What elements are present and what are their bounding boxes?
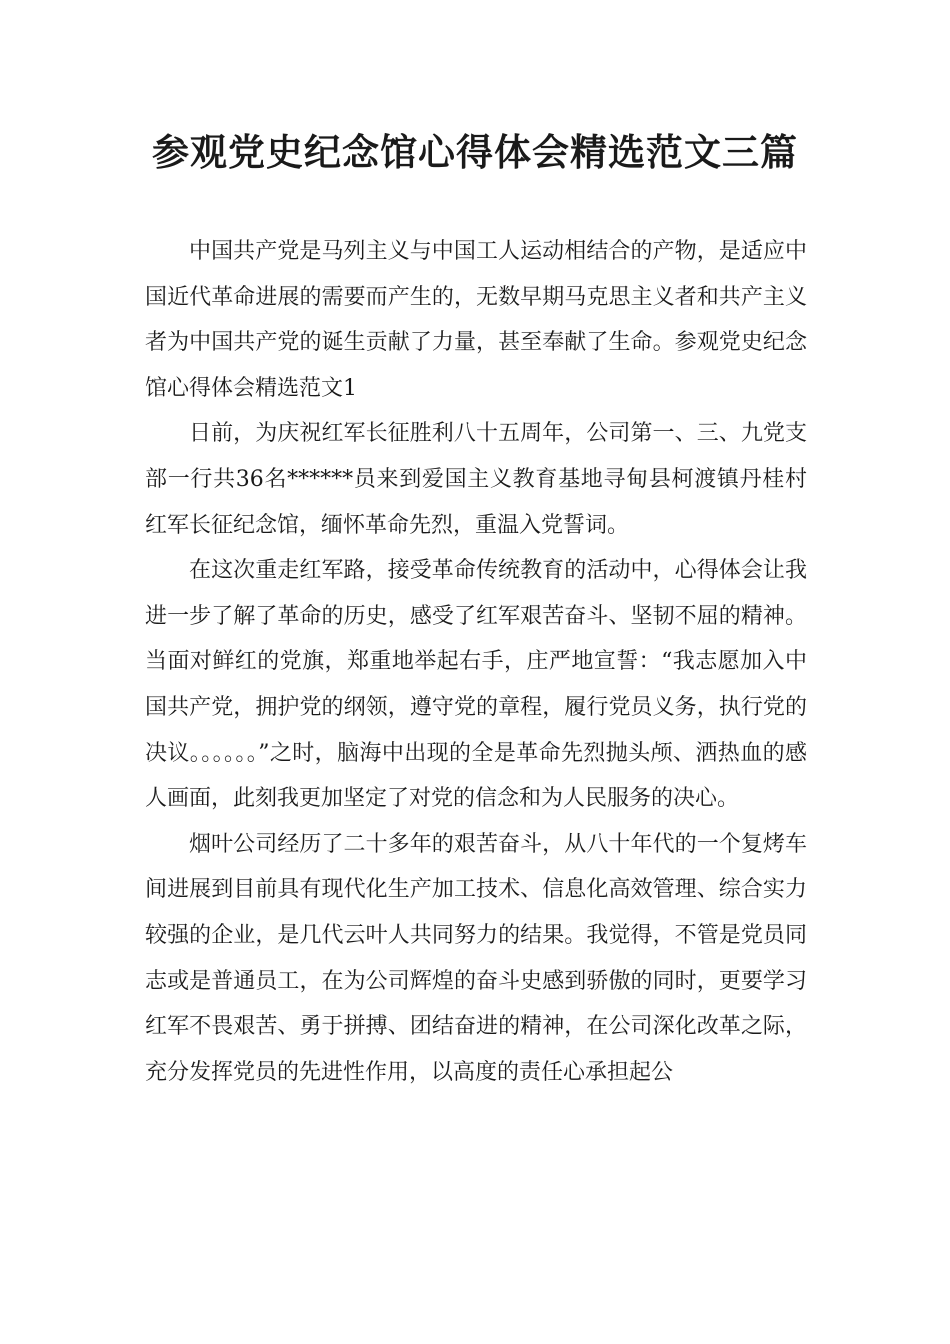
document-title: 参观党史纪念馆心得体会精选范文三篇 [152,131,798,174]
paragraph: 在这次重走红军路，接受革命传统教育的活动中，心得体会让我进一步了解了革命的历史，感受了红军艰苦奋斗、坚韧不屈的精神。当面对鲜红的党旗，郑重地举起右手，庄严地宣誓：“我志愿加入中国共产党，拥护党的纲领，遵守党的章程，履行党员义务，执行党的决议。。。。。。”之时，脑海中出现的全是革命先烈抛头颅、洒热血的感人画面，此刻我更加坚定了对党的信念和为人民服务的决心。 [145,558,807,812]
paragraph: 日前，为庆祝红军长征胜利八十五周年，公司第一、三、九党支部一行共36名******员来到爱国主义教育基地寻甸县柯渡镇丹桂村红军长征纪念馆，缅怀革命先烈，重温入党誓词。 [145,421,807,538]
paragraph: 中国共产党是马列主义与中国工人运动相结合的产物，是适应中国近代革命进展的需要而产生的，无数早期马克思主义者和共产主义者为中国共产党的诞生贡献了力量，甚至奉献了生命。参观党史纪念馆心得体会精选范文1 [145,239,807,401]
document-body [145,229,807,1095]
paragraph: 烟叶公司经历了二十多年的艰苦奋斗，从八十年代的一个复烤车间进展到目前具有现代化生产加工技术、信息化高效管理、综合实力较强的企业，是几代云叶人共同努力的结果。我觉得，不管是党员同志或是普通员工，在为公司辉煌的奋斗史感到骄傲的同时，更要学习红军不畏艰苦、勇于拼搏、团结奋进的精神，在公司深化改革之际，充分发挥党员的先进性作用，以高度的责任心承担起公 [145,831,807,1085]
